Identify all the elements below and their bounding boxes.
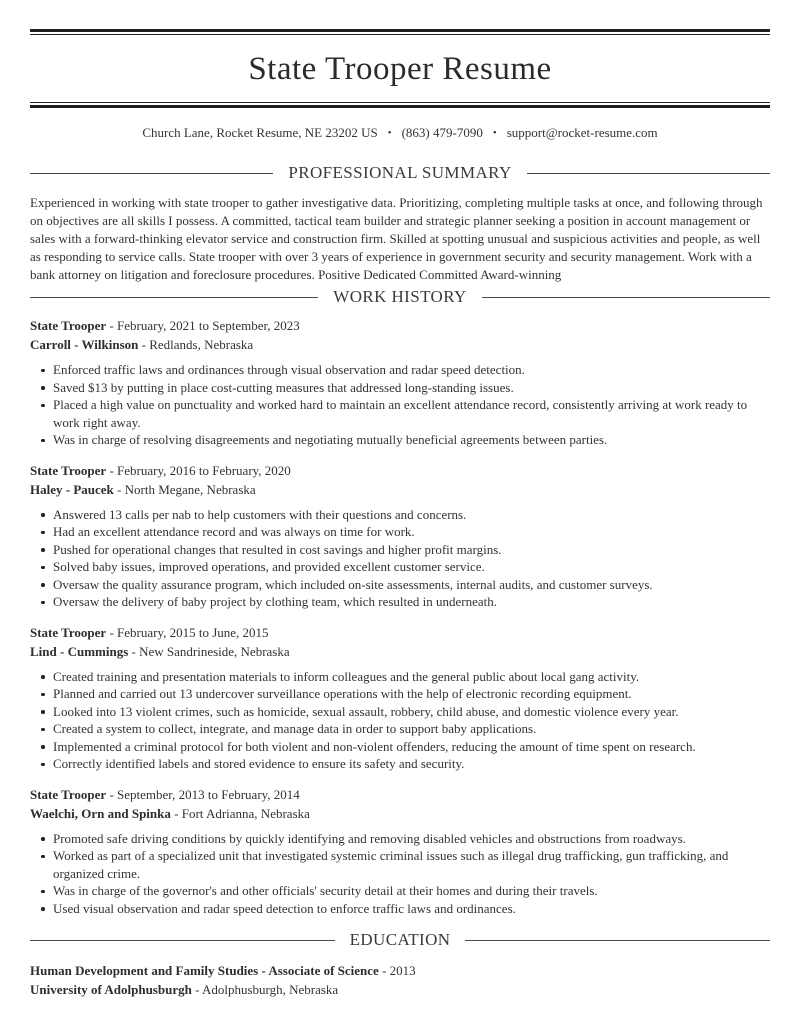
- job-dates: September, 2013 to February, 2014: [117, 786, 300, 802]
- bullet-item: Oversaw the delivery of baby project by clothing team, which resulted in underneath.: [30, 593, 770, 611]
- degree-line: [30, 961, 770, 980]
- bullet-item: Pushed for operational changes that resulted in cost savings and higher profit margins.: [30, 541, 770, 559]
- degree-name: Human Development and Family Studies - Associate of Science: [30, 963, 379, 978]
- heading-rule-left: [30, 940, 335, 941]
- job-title-line: [30, 785, 770, 804]
- education-list: [30, 961, 770, 999]
- bullet-item: Was in charge of resolving disagreements and negotiating mutually beneficial agreements between parties.: [30, 431, 770, 449]
- section-heading-education: [30, 929, 770, 951]
- school-name: University of Adolphusburgh: [30, 982, 192, 997]
- graduation-year: 2013: [389, 963, 416, 978]
- bullet-item: Placed a high value on punctuality and worked hard to maintain an excellent attendance record, consistently arriving at work ready to work right away.: [30, 396, 770, 431]
- job-entry: [30, 623, 770, 773]
- double-rule-bottom: [30, 102, 770, 108]
- school-line: [30, 980, 770, 999]
- page-title: State Trooper Resume: [248, 51, 552, 87]
- job-location: Redlands, Nebraska: [149, 337, 254, 352]
- job-entry: [30, 785, 770, 918]
- section-heading-work-history: [30, 286, 770, 308]
- bullet-item: Solved baby issues, improved operations, and provided excellent customer service.: [30, 558, 770, 576]
- heading-rule-right: [465, 940, 770, 941]
- bullet-item: Created a system to collect, integrate, and manage data in order to support baby applications.: [30, 720, 770, 738]
- bullet-item: Had an excellent attendance record and was always on time for work.: [30, 523, 770, 541]
- bullet-item: Looked into 13 violent crimes, such as homicide, sexual assault, robbery, child abuse, and domestic violence every year.: [30, 703, 770, 721]
- job-location: New Sandrineside, Nebraska: [139, 643, 290, 659]
- job-location: Fort Adrianna, Nebraska: [181, 805, 310, 821]
- job-entry: [30, 461, 770, 611]
- separator: -: [138, 337, 150, 352]
- separator: -: [128, 643, 140, 659]
- job-title-line: [30, 461, 770, 480]
- bullet-item: Planned and carried out 13 undercover surveillance operations with the help of electronic recording equipment.: [30, 685, 770, 703]
- company-name: Lind - Cummings: [30, 643, 129, 659]
- job-title: State Trooper: [30, 462, 107, 478]
- separator: -: [170, 805, 182, 821]
- contact-line: [30, 124, 770, 142]
- job-title: State Trooper: [30, 786, 107, 802]
- job-bullet-list: [30, 361, 770, 449]
- job-title-line: [30, 623, 770, 642]
- double-rule-top: [30, 29, 770, 35]
- resume-document: [0, 29, 800, 999]
- heading-rule-left: [30, 173, 273, 174]
- contact-phone: (863) 479-7090: [401, 125, 483, 140]
- education-entry: [30, 961, 770, 999]
- bullet-item: Implemented a criminal protocol for both violent and non-violent offenders, reducing the amount of time spent on research.: [30, 738, 770, 756]
- bullet-item: Answered 13 calls per nab to help customers with their questions and concerns.: [30, 506, 770, 524]
- job-dates: February, 2016 to February, 2020: [117, 462, 291, 478]
- job-bullet-list: [30, 668, 770, 773]
- heading-rule-right: [482, 297, 770, 298]
- bullet-separator: •: [387, 127, 392, 139]
- school-location: Adolphusburgh, Nebraska: [201, 982, 339, 997]
- job-company-line: [30, 804, 770, 823]
- bullet-item: Oversaw the quality assurance program, which included on-site assessments, internal audits, and customer surveys.: [30, 576, 770, 594]
- separator: -: [106, 786, 118, 802]
- separator: -: [106, 318, 118, 333]
- work-history-list: [30, 316, 770, 917]
- bullet-item: Used visual observation and radar speed detection to enforce traffic laws and ordinances.: [30, 900, 770, 918]
- heading-rule-right: [527, 173, 770, 174]
- bullet-item: Was in charge of the governor's and other officials' security detail at their homes and during their travels.: [30, 882, 770, 900]
- contact-email: support@rocket-resume.com: [506, 125, 658, 140]
- company-name: Carroll - Wilkinson: [30, 337, 139, 352]
- summary-paragraph: Experienced in working with state trooper to gather investigative data. Prioritizing, completing multiple tasks at once, and following through on objectives are all skills I possess. A committed, tactical team builder and strategic planner seeking a position in account management or sales with a forward-thinking elevator service and construction firm. Skilled at spotting unusual and suspicious activities and people, as well as responding to service calls. State trooper with over 3 years of experience in government security and security management. Work with a bank attorney on litigation and foreclosure procedures. Positive Dedicated Committed Award-winning: [30, 195, 763, 282]
- job-title: State Trooper: [30, 624, 107, 640]
- job-title-line: [30, 316, 770, 335]
- section-title: PROFESSIONAL SUMMARY: [288, 163, 512, 182]
- job-location: North Megane, Nebraska: [124, 481, 256, 497]
- separator: -: [191, 982, 202, 997]
- bullet-separator: •: [492, 127, 497, 139]
- separator: -: [106, 462, 118, 478]
- company-name: Waelchi, Orn and Spinka: [30, 805, 171, 821]
- bullet-item: Created training and presentation materials to inform colleagues and the general public about local gang activity.: [30, 668, 770, 686]
- job-title: State Trooper: [30, 318, 107, 333]
- section-title: WORK HISTORY: [333, 287, 467, 306]
- separator: -: [378, 963, 390, 978]
- job-company-line: [30, 335, 770, 354]
- job-company-line: [30, 642, 770, 661]
- job-company-line: [30, 480, 770, 499]
- heading-rule-left: [30, 297, 318, 298]
- bullet-item: Correctly identified labels and stored evidence to ensure its safety and security.: [30, 755, 770, 773]
- bullet-item: Promoted safe driving conditions by quickly identifying and removing disabled vehicles and obstructions from roadways.: [30, 830, 770, 848]
- job-dates: February, 2021 to September, 2023: [117, 318, 300, 333]
- contact-address: Church Lane, Rocket Resume, NE 23202 US: [142, 125, 378, 140]
- bullet-item: Saved $13 by putting in place cost-cutting measures that addressed long-standing issues.: [30, 379, 770, 397]
- bullet-item: Worked as part of a specialized unit that investigated systemic criminal issues such as illegal drug trafficking, gun trafficking, and organized crime.: [30, 847, 770, 882]
- job-bullet-list: [30, 830, 770, 918]
- bullet-item: Enforced traffic laws and ordinances through visual observation and radar speed detection.: [30, 361, 770, 379]
- job-entry: [30, 316, 770, 449]
- company-name: Haley - Paucek: [30, 481, 114, 497]
- separator: -: [106, 624, 118, 640]
- separator: -: [113, 481, 125, 497]
- section-title: EDUCATION: [349, 930, 451, 949]
- job-dates: February, 2015 to June, 2015: [117, 624, 269, 640]
- section-heading-professional-summary: [30, 162, 770, 184]
- job-bullet-list: [30, 506, 770, 611]
